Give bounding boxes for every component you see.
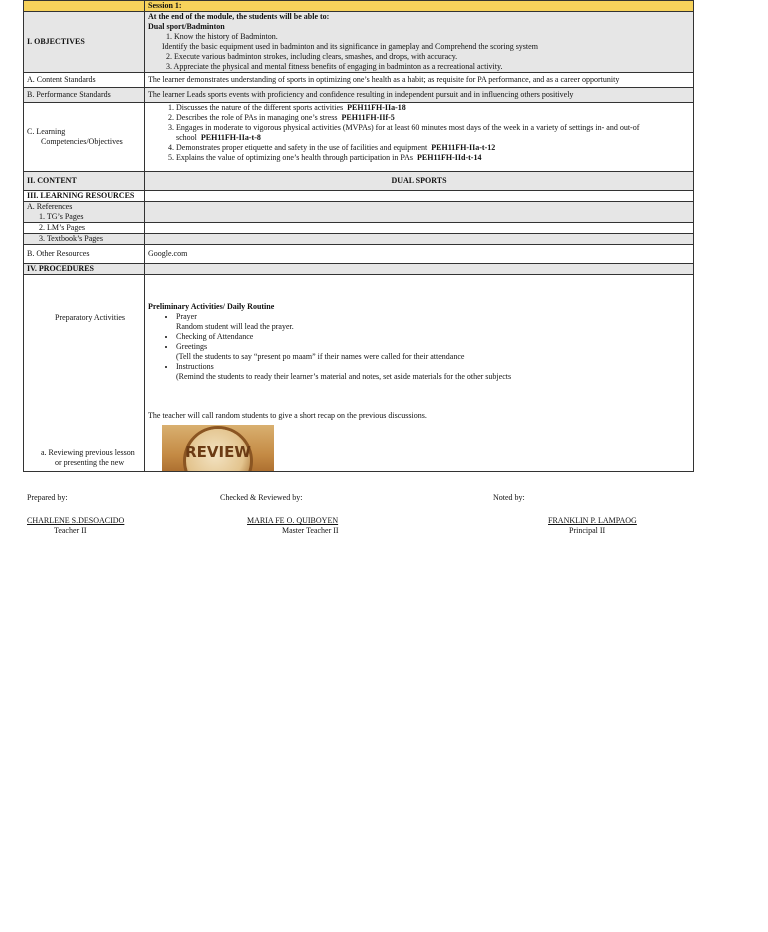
performance-standards-label: B. Performance Standards xyxy=(24,88,145,103)
prayer-note: Random student will lead the prayer. xyxy=(176,322,294,331)
review-label-cont: or presenting the new xyxy=(55,458,125,467)
prep-item-attendance: • Checking of Attendance xyxy=(176,332,690,342)
preparatory-label: Preparatory Activities xyxy=(55,313,125,322)
review-image-word: REVIEW xyxy=(185,443,251,461)
noted-by-title: Principal II xyxy=(569,526,606,535)
checked-by-title: Master Teacher II xyxy=(282,526,339,535)
review-text: The teacher will call random students to give a short recap on the previous discussions. xyxy=(148,411,427,420)
performance-standards-row xyxy=(24,88,694,103)
content-standards-row xyxy=(24,73,694,88)
procedures-labels-cell xyxy=(24,275,145,472)
competency-item: 2. Describes the role of PAs in managing one’s stress PEH11FH-IIf-5 xyxy=(176,113,690,123)
objectives-cell xyxy=(145,12,694,73)
prep-title: Preliminary Activities/ Daily Routine xyxy=(148,302,275,311)
objective-item: 3. Appreciate the physical and mental fitness benefits of engaging in badminton as a recreational activity. xyxy=(166,62,503,71)
performance-standards-text: The learner Leads sports events with proficiency and confidence resulting in independent pursuit and in influencing others positively xyxy=(145,88,694,103)
content-value: DUAL SPORTS xyxy=(145,172,694,191)
prep-item-instructions: • Instructions xyxy=(176,362,690,372)
review-image xyxy=(162,425,274,471)
procedures-label: IV. PROCEDURES xyxy=(24,264,145,275)
competency-item: 3. Engages in moderate to vigorous physical activities (MVPAs) for at least 60 minutes most days of the week in a variety of settings in- and out-of school PEH11FH-IIa-t-8 xyxy=(176,123,690,143)
objective-item: Identify the basic equipment used in badminton and its significance in gameplay and Comprehend the scoring system xyxy=(162,42,538,51)
competencies-label: C. Learning Competencies/Objectives xyxy=(24,103,145,172)
lm-pages-row xyxy=(24,223,694,234)
objectives-row xyxy=(24,12,694,73)
review-label: a. Reviewing previous lesson xyxy=(41,448,135,457)
learning-resources-row xyxy=(24,191,694,202)
competency-item: 1. Discusses the nature of the different sports activities PEH11FH-IIa-18 xyxy=(176,103,690,113)
preparatory-row xyxy=(24,275,694,472)
other-resources-label: B. Other Resources xyxy=(24,245,145,264)
prep-item-prayer: • Prayer xyxy=(176,312,690,322)
objective-item: 2. Execute various badminton strokes, including clears, smashes, and drops, with accuracy. xyxy=(166,52,458,61)
lesson-plan-table xyxy=(23,0,694,472)
checked-by-name: MARIA FE O. QUIBOYEN xyxy=(247,516,339,525)
session-row xyxy=(24,1,694,12)
prepared-by-label: Prepared by: xyxy=(27,493,68,502)
competency-item: 4. Demonstrates proper etiquette and safety in the use of facilities and equipment PEH11FH-IIa-t-12 xyxy=(176,143,690,153)
greetings-note: (Tell the students to say “present po maam” if their names were called for their attendance xyxy=(176,352,465,361)
competencies-list xyxy=(148,103,690,163)
textbook-pages-row xyxy=(24,234,694,245)
instructions-note: (Remind the students to ready their learner’s material and notes, set aside materials for the other subjects xyxy=(176,372,512,381)
objectives-label: I. OBJECTIVES xyxy=(24,12,145,73)
content-row xyxy=(24,172,694,191)
noted-by-name: FRANKLIN P. LAMPAOG xyxy=(548,516,637,525)
content-standards-label: A. Content Standards xyxy=(24,73,145,88)
other-resources-row xyxy=(24,245,694,264)
competencies-row xyxy=(24,103,694,172)
objectives-topic: Dual sport/Badminton xyxy=(148,22,225,31)
references-row xyxy=(24,202,694,223)
competency-item: 5. Explains the value of optimizing one’s health through participation in PAs PEH11FH-IId-t-14 xyxy=(176,153,690,163)
session-label: Session 1: xyxy=(145,1,694,12)
competencies-cell xyxy=(145,103,694,172)
lm-pages-label: 2. LM’s Pages xyxy=(24,223,145,234)
objective-item: 1. Know the history of Badminton. xyxy=(166,32,278,41)
preparatory-cell xyxy=(145,275,694,472)
content-label: II. CONTENT xyxy=(24,172,145,191)
textbook-pages-label: 3. Textbook’s Pages xyxy=(24,234,145,245)
objectives-intro: At the end of the module, the students will be able to: xyxy=(148,12,330,21)
prepared-by-name: CHARLENE S.DESOACIDO xyxy=(27,516,125,525)
checked-by-label: Checked & Reviewed by: xyxy=(220,493,303,502)
learning-resources-label: III. LEARNING RESOURCES xyxy=(24,191,145,202)
other-resources-value: Google.com xyxy=(145,245,694,264)
prep-item-greetings: • Greetings xyxy=(176,342,690,352)
content-standards-text: The learner demonstrates understanding of sports in optimizing one’s health as a habit; as requisite for PA performance, and as a career opportunity xyxy=(145,73,694,88)
noted-by-label: Noted by: xyxy=(493,493,525,502)
references-cell: A. References 1. TG’s Pages xyxy=(24,202,145,223)
procedures-row xyxy=(24,264,694,275)
prepared-by-title: Teacher II xyxy=(54,526,87,535)
prep-list xyxy=(148,312,690,322)
